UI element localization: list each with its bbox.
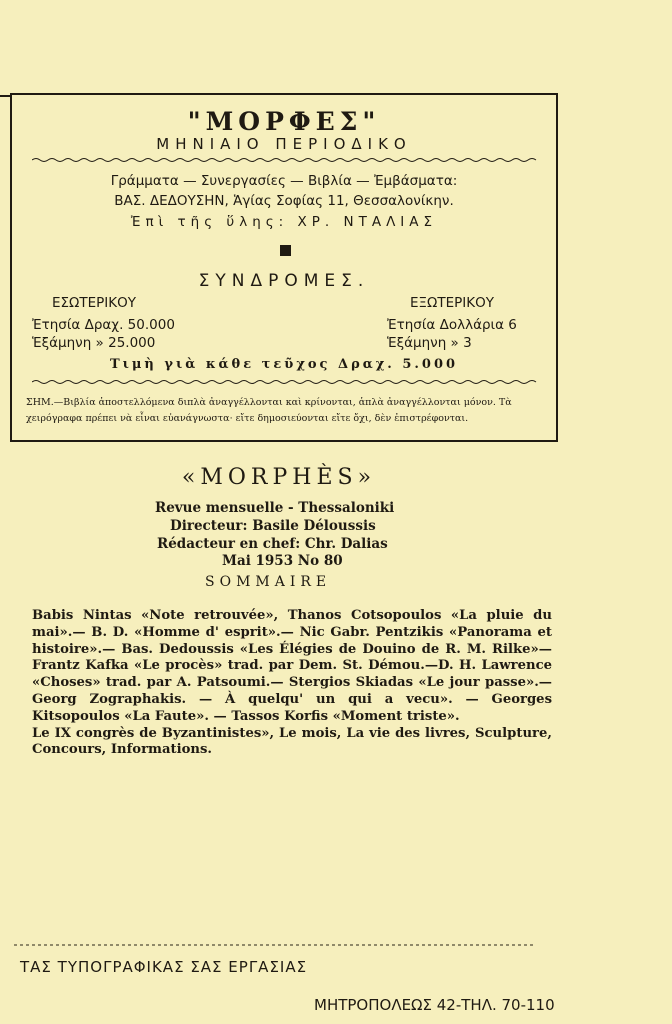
contents-text	[32, 608, 552, 759]
contact-line-1: Γράμματα — Συνεργασίες — Βιβλία — Ἐμβάσματα:	[110, 173, 458, 189]
foreign-heading: ΕΞΩΤΕΡΙΚΟΥ	[410, 295, 494, 311]
printing-ad-line: ΤΑΣ ΤΥΠΟΓΡΑΦΙΚΑΣ ΣΑΣ ΕΡΓΑΣΙΑΣ	[20, 958, 308, 976]
domestic-heading: ΕΣΩΤΕΡΙΚΟΥ	[52, 295, 136, 311]
issue-date: Mai 1953 No 80	[222, 553, 343, 569]
contents-paragraph-2: Le IX congrès de Byzantinistes», Le mois, La vie des livres, Sculpture, Concours, Informations.	[32, 725, 552, 758]
subscription-box	[10, 93, 558, 442]
domestic-annual: Ἐτησία Δραχ. 50.000	[32, 317, 175, 333]
french-title: «MORPHÈS»	[181, 465, 377, 490]
contact-line-2: ΒΑΣ. ΔΕΔΟΥΣΗΝ, Ἁγίας Σοφίας 11, Θεσσαλονίκην.	[114, 193, 454, 209]
wavy-divider	[32, 157, 540, 163]
domestic-semiannual: Ἑξάμηνη » 25.000	[32, 335, 156, 351]
subscriptions-heading: ΣΥΝΔΡΟΜΕΣ.	[198, 271, 370, 291]
foreign-annual: Ἐτησία Δολλάρια 6	[387, 317, 517, 333]
foreign-semiannual: Ἑξάμηνη » 3	[387, 335, 472, 351]
sommaire-heading: SOMMAIRE	[205, 574, 332, 590]
french-line-2: Directeur: Basile Déloussis	[170, 518, 376, 534]
printer-address: ΜΗΤΡΟΠΟΛΕΩΣ 42-ΤΗΛ. 70-110	[314, 996, 555, 1014]
editor-line: Ἐπὶ τῆς ὕλης: ΧΡ. ΝΤΑΛΙΑΣ	[130, 214, 438, 230]
magazine-subtitle: ΜΗΝΙΑΙΟ ΠΕΡΙΟΔΙΚΟ	[156, 135, 412, 153]
contents-paragraph-1: Babis Nintas «Note retrouvée», Thanos Cotsopoulos «La pluie du mai».— B. D. «Homme d' esprit».— Nic Gabr. Pentzikis «Panorama et histoire».— Bas. Dedoussis «Les Élégies de Douino de R. M. Rilke»— Frantz Kafka «Le procès» trad. par Dem. St. Démou.—D. H. Lawrence «Choses» trad. par A. Patsoumi.— Stergios Skiadas «Le jour passe».— Georg Zographakis. — À quelqu' un qui a vecu». — Georges Kitsopoulos «La Faute». — Tassos Korfis «Moment triste».	[32, 608, 552, 724]
magazine-title: "ΜΟΡΦΕΣ"	[187, 107, 381, 136]
french-line-3: Rédacteur en chef: Chr. Dalias	[157, 536, 388, 552]
square-ornament	[280, 245, 291, 256]
wavy-divider-lower	[32, 379, 540, 385]
issue-price: Τιμὴ γιὰ κάθε τεῦχος Δραχ. 5.000	[109, 357, 459, 372]
editorial-note: ΣΗΜ.—Βιβλία ἀποστελλόμενα διπλὰ ἀναγγέλλονται καὶ κρίνονται, ἁπλὰ ἀναγγέλλονται μόνον. Τὰ χειρόγραφα πρέπει νὰ εἶναι εὐανάγνωστα· εἴτε δημοσιεύονται εἴτε ὄχι, δὲν ἐπιστρέφονται.	[26, 397, 512, 424]
dashed-rule	[14, 943, 534, 947]
french-line-1: Revue mensuelle - Thessaloniki	[155, 500, 395, 516]
